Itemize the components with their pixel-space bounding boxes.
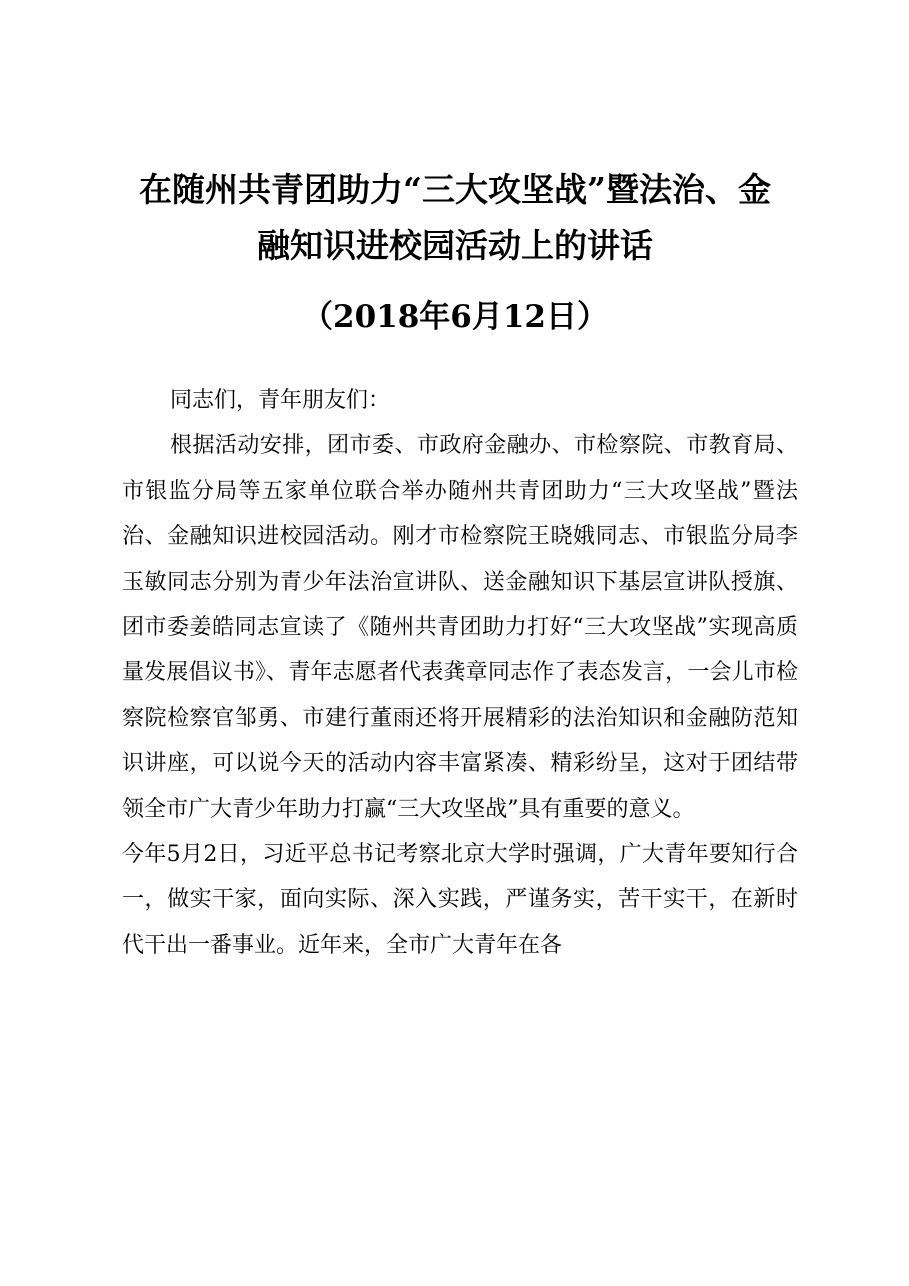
document-title <box>110 162 800 274</box>
speech-date: （2018年6月12日） <box>302 299 608 335</box>
document-body <box>122 378 798 968</box>
salutation: 同志们，青年朋友们： <box>170 388 391 413</box>
paragraph-1: 根据活动安排，团市委、市政府金融办、市检察院、市教育局、市银监分局等五家单位联合举办随州共青团助力“三大攻坚战”暨法治、金融知识进校园活动。刚才市检察院王晓娥同志、市银监分局李玉敏同志分别为青少年法治宣讲队、送金融知识下基层宣讲队授旗、团市委姜皓同志宣读了《随州共青团助力打好“三大攻坚战”实现高质量发展倡议书》、青年志愿者代表龚章同志作了表态发言，一会儿市检察院检察官邹勇、市建行董雨还将开展精彩的法治知识和金融防范知识讲座，可以说今天的活动内容丰富紧凑、精彩纷呈，这对于团结带领全市广大青少年助力打赢“三大攻坚战”具有重要的意义。 <box>122 433 798 822</box>
paragraph-2: 今年5月2日，习近平总书记考察北京大学时强调，广大青年要知行合一，做实干家，面向实际、深入实践，严谨务实，苦干实干，在新时代干出一番事业。近年来，全市广大青年在各 <box>122 842 798 958</box>
title-line-2: 融知识进校园活动上的讲话 <box>257 226 653 265</box>
title-line-1: 在随州共青团助力“三大攻坚战”暨法治、金 <box>139 170 771 209</box>
